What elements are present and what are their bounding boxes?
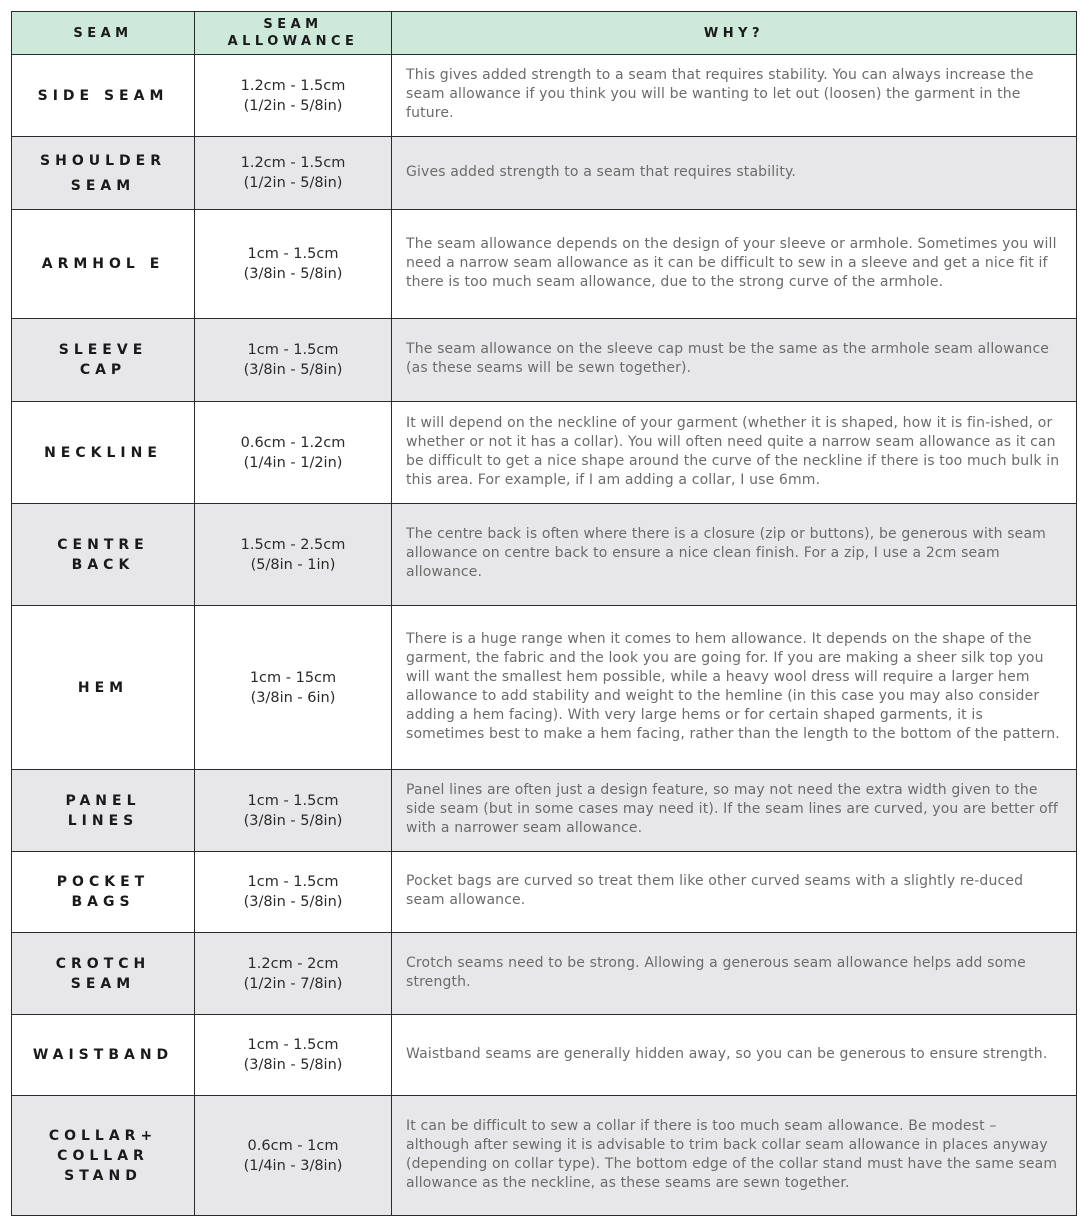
reason-text: Panel lines are often just a design feature, so may not need the extra width given to the side seam (but in some cases may need it). If the seam lines are curved, you are better off with a narrower seam allowance.: [392, 770, 1077, 852]
reason-text: The seam allowance depends on the design of your sleeve or armhole. Sometimes you will need a narrow seam allowance as it can be difficult to sew in a sleeve and get a nice fit if there is too much seam allowance, due to the strong curve of the armhole.: [392, 210, 1077, 319]
reason-text: Crotch seams need to be strong. Allowing a generous seam allowance helps add some strength.: [392, 933, 1077, 1015]
seam-allowance: 1cm - 1.5cm (3/8in - 5/8in): [195, 770, 392, 852]
seam-allowance: 0.6cm - 1cm (1/4in - 3/8in): [195, 1096, 392, 1216]
seam-allowance-table: [11, 11, 1077, 1216]
seam-allowance: 1.2cm - 1.5cm (1/2in - 5/8in): [195, 137, 392, 210]
seam-name: SHOULDER SEAM: [12, 137, 195, 210]
table-row: [12, 1015, 1077, 1096]
reason-text: There is a huge range when it comes to hem allowance. It depends on the shape of the garment, the fabric and the look you are going for. If you are making a sheer silk top you will want the smallest hem possible, while a heavy wool dress will require a larger hem allowance to add stability and weight to the hemline (in this case you may also consider adding a hem facing). With very large hems or for certain shaped garments, it is sometimes best to make a hem facing, rather than the length to the bottom of the pattern.: [392, 606, 1077, 770]
seam-name: CROTCH SEAM: [12, 933, 195, 1015]
seam-name: CENTRE BACK: [12, 504, 195, 606]
seam-name: ARMHOL E: [12, 210, 195, 319]
seam-allowance: 1cm - 1.5cm (3/8in - 5/8in): [195, 852, 392, 933]
table-row: [12, 852, 1077, 933]
seam-name: SIDE SEAM: [12, 55, 195, 137]
header-seam: SEAM: [12, 12, 195, 55]
seam-allowance: 1.2cm - 1.5cm (1/2in - 5/8in): [195, 55, 392, 137]
table-row: [12, 1096, 1077, 1216]
seam-allowance: 1cm - 1.5cm (3/8in - 5/8in): [195, 1015, 392, 1096]
seam-name: COLLAR+ COLLAR STAND: [12, 1096, 195, 1216]
reason-text: Waistband seams are generally hidden away, so you can be generous to ensure strength.: [392, 1015, 1077, 1096]
table-row: [12, 770, 1077, 852]
table-row: [12, 402, 1077, 504]
reason-text: This gives added strength to a seam that requires stability. You can always increase the seam allowance if you think you will be wanting to let out (loosen) the garment in the future.: [392, 55, 1077, 137]
seam-name: WAISTBAND: [12, 1015, 195, 1096]
table-row: [12, 319, 1077, 402]
seam-name: NECKLINE: [12, 402, 195, 504]
seam-name: SLEEVE CAP: [12, 319, 195, 402]
table-row: [12, 606, 1077, 770]
reason-text: Gives added strength to a seam that requires stability.: [392, 137, 1077, 210]
seam-name: HEM: [12, 606, 195, 770]
seam-name: POCKET BAGS: [12, 852, 195, 933]
seam-allowance: 1cm - 1.5cm (3/8in - 5/8in): [195, 210, 392, 319]
reason-text: It can be difficult to sew a collar if there is too much seam allowance. Be modest – although after sewing it is advisable to trim back collar seam allowance in places anyway (depending on collar type). The bottom edge of the collar stand must have the same seam allowance as the neckline, as these seams are sewn together.: [392, 1096, 1077, 1216]
reason-text: Pocket bags are curved so treat them like other curved seams with a slightly re-duced seam allowance.: [392, 852, 1077, 933]
reason-text: It will depend on the neckline of your garment (whether it is shaped, how it is fin-ished, or whether or not it has a collar). You will often need quite a narrow seam allowance as it can be difficult to get a nice shape around the curve of the neckline if there is too much bulk in this area. For example, if I am adding a collar, I use 6mm.: [392, 402, 1077, 504]
table-row: [12, 137, 1077, 210]
table-row: [12, 55, 1077, 137]
seam-allowance: 1cm - 15cm (3/8in - 6in): [195, 606, 392, 770]
table-row: [12, 210, 1077, 319]
table-row: [12, 504, 1077, 606]
table-row: [12, 933, 1077, 1015]
seam-allowance: 1.2cm - 2cm (1/2in - 7/8in): [195, 933, 392, 1015]
seam-allowance: 1cm - 1.5cm (3/8in - 5/8in): [195, 319, 392, 402]
header-seam-allowance: SEAM ALLOWANCE: [195, 12, 392, 55]
header-row: [12, 12, 1077, 55]
seam-allowance: 1.5cm - 2.5cm (5/8in - 1in): [195, 504, 392, 606]
seam-allowance: 0.6cm - 1.2cm (1/4in - 1/2in): [195, 402, 392, 504]
reason-text: The centre back is often where there is a closure (zip or buttons), be generous with seam allowance on centre back to ensure a nice clean finish. For a zip, I use a 2cm seam allowance.: [392, 504, 1077, 606]
header-why: WHY?: [392, 12, 1077, 55]
seam-name: PANEL LINES: [12, 770, 195, 852]
reason-text: The seam allowance on the sleeve cap must be the same as the armhole seam allowance (as these seams will be sewn together).: [392, 319, 1077, 402]
